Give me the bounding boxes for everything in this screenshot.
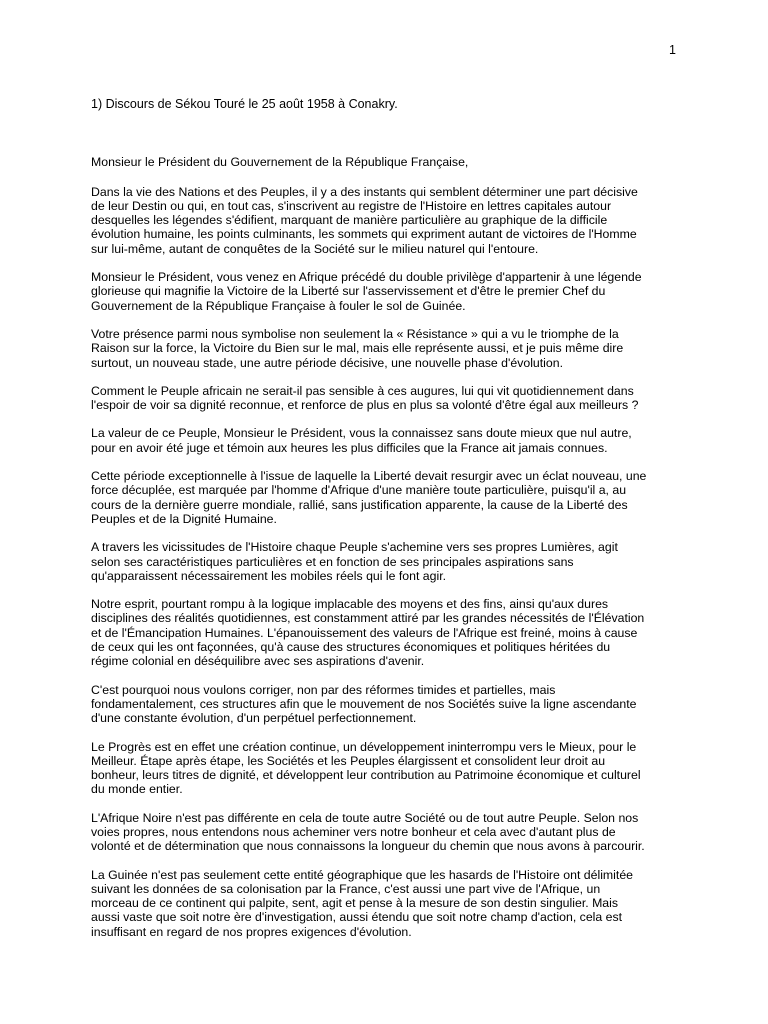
paragraph bbox=[91, 597, 691, 668]
paragraph-line: Gouvernement de la République Française à fouler le sol de Guinée. bbox=[91, 298, 466, 313]
paragraph-line: desquelles les légendes s'édifient, marquant de manière particulière au graphique de la difficile bbox=[91, 213, 608, 228]
paragraph-line: voies propres, nous entendons nous acheminer vers notre bonheur et cela avec d'autant plus de bbox=[91, 824, 616, 839]
paragraph-line: sur lui-même, autant de conquêtes de la Société sur le milieu naturel qui l'entoure. bbox=[91, 241, 539, 256]
paragraph-line: insuffisant en regard de nos propres exigences d'évolution. bbox=[91, 924, 412, 939]
paragraph-line: L'Afrique Noire n'est pas différente en cela de toute autre Société ou de tout autre Peuple. Selon nos bbox=[91, 810, 639, 825]
paragraph-line: surtout, un nouveau stade, une autre période décisive, une nouvelle phase d'évolution. bbox=[91, 355, 564, 370]
paragraph bbox=[91, 185, 691, 256]
paragraph-line: disciplines des réalités quotidiennes, est constamment attiré par les grandes nécessités de l'Élévation bbox=[91, 611, 645, 626]
paragraph-line: Votre présence parmi nous symbolise non seulement la « Résistance » qui a vu le triomphe de la bbox=[91, 326, 619, 341]
paragraph-line: fondamentalement, ces structures afin que le mouvement de nos Sociétés suive la ligne ascendante bbox=[91, 696, 637, 711]
paragraph-line: suivant les données de sa colonisation par la France, c'est aussi une part vive de l'Afrique, un bbox=[91, 881, 601, 896]
paragraph-line: C'est pourquoi nous voulons corriger, non par des réformes timides et partielles, mais bbox=[91, 682, 556, 697]
paragraph-line: morceau de ce continent qui palpite, sent, agit et pense à la mesure de son destin singulier. Mais bbox=[91, 896, 619, 911]
paragraph-list bbox=[91, 185, 691, 939]
page-number: 1 bbox=[669, 43, 676, 57]
document-heading: 1) Discours de Sékou Touré le 25 août 1958 à Conakry. bbox=[91, 97, 398, 111]
salutation: Monsieur le Président du Gouvernement de la République Française, bbox=[91, 155, 469, 170]
paragraph-line: de leur Destin ou qui, en tout cas, s'inscrivent au registre de l'Histoire en lettres capitales autour bbox=[91, 198, 612, 213]
paragraph bbox=[91, 270, 691, 313]
paragraph-line: force décuplée, est marquée par l'homme d'Afrique d'une manière toute particulière, puisqu'il a, au bbox=[91, 483, 627, 498]
paragraph-line: Meilleur. Étape après étape, les Sociétés et les Peuples élargissent et consolident leur droit au bbox=[91, 753, 606, 768]
paragraph-line: aussi vaste que soit notre ère d'investigation, aussi étendu que soit notre champ d'action, cela est bbox=[91, 910, 623, 925]
paragraph-line: l'espoir de voir sa dignité reconnue, et renforce de plus en plus sa volonté d'être égal aux meilleurs ? bbox=[91, 398, 639, 413]
paragraph-line: pour en avoir été juge et témoin aux heures les plus difficiles que la France ait jamais connues. bbox=[91, 440, 608, 455]
paragraph-line: Cette période exceptionnelle à l'issue de laquelle la Liberté devait resurgir avec un éclat nouveau, une bbox=[91, 469, 647, 484]
paragraph-line: La valeur de ce Peuple, Monsieur le Président, vous la connaissez sans doute mieux que nul autre, bbox=[91, 426, 632, 441]
paragraph bbox=[91, 683, 691, 726]
paragraph bbox=[91, 740, 691, 797]
paragraph-line: La Guinée n'est pas seulement cette entité géographique que les hasards de l'Histoire ont délimitée bbox=[91, 867, 633, 882]
paragraph-line: cours de la dernière guerre mondiale, rallié, sans justification apparente, la cause de la Liberté des bbox=[91, 497, 628, 512]
paragraph bbox=[91, 868, 691, 939]
paragraph-line: volonté et de détermination que nous connaissons la longueur du chemin que nous avons à parcourir. bbox=[91, 839, 645, 854]
paragraph bbox=[91, 811, 691, 854]
paragraph-line: bonheur, leurs titres de dignité, et développent leur contribution au Patrimoine économique et culturel bbox=[91, 768, 641, 783]
paragraph-line: évolution humaine, les points culminants, les sommets qui expriment autant de victoires de l'Homme bbox=[91, 227, 637, 242]
paragraph bbox=[91, 384, 691, 413]
paragraph-line: Notre esprit, pourtant rompu à la logique implacable des moyens et des fins, ainsi qu'aux dures bbox=[91, 597, 609, 612]
paragraph-line: régime colonial en déséquilibre avec ses aspirations d'avenir. bbox=[91, 654, 425, 669]
paragraph-line: Comment le Peuple africain ne serait-il pas sensible à ces augures, lui qui vit quotidiennement dans bbox=[91, 383, 634, 398]
paragraph bbox=[91, 327, 691, 370]
paragraph-line: Monsieur le Président, vous venez en Afrique précédé du double privilège d'appartenir à une légende bbox=[91, 270, 642, 285]
paragraph bbox=[91, 540, 691, 583]
paragraph-line: A travers les vicissitudes de l'Histoire chaque Peuple s'achemine vers ses propres Lumières, agit bbox=[91, 540, 618, 555]
paragraph-line: d'une constante évolution, d'un perpétuel perfectionnement. bbox=[91, 711, 417, 726]
paragraph-line: Le Progrès est en effet une création continue, un développement ininterrompu vers le Mieux, pour le bbox=[91, 739, 637, 754]
paragraph-line: Raison sur la force, la Victoire du Bien sur le mal, mais elle représente aussi, et je puis même dire bbox=[91, 341, 624, 356]
paragraph-line: Dans la vie des Nations et des Peuples, il y a des instants qui semblent déterminer une part décisive bbox=[91, 184, 638, 199]
paragraph-line: qu'apparaissent nécessairement les mobiles réels qui le font agir. bbox=[91, 568, 447, 583]
paragraph bbox=[91, 469, 691, 526]
paragraph-line: glorieuse qui magnifie la Victoire de la Liberté sur l'asservissement et d'être le premier Chef du bbox=[91, 284, 606, 299]
paragraph-line: selon ses caractéristiques particulières et en fonction de ses principales aspirations sans bbox=[91, 554, 574, 569]
paragraph-line: Peuples et de la Dignité Humaine. bbox=[91, 511, 277, 526]
document-body bbox=[91, 97, 691, 953]
paragraph bbox=[91, 426, 691, 455]
paragraph-line: du monde entier. bbox=[91, 782, 183, 797]
paragraph-line: et de l'Émancipation Humaines. L'épanouissement des valeurs de l'Afrique est freiné, moins à cause bbox=[91, 625, 638, 640]
paragraph-line: de ceux qui les ont façonnées, qu'à cause des structures économiques et politiques héritées du bbox=[91, 640, 611, 655]
